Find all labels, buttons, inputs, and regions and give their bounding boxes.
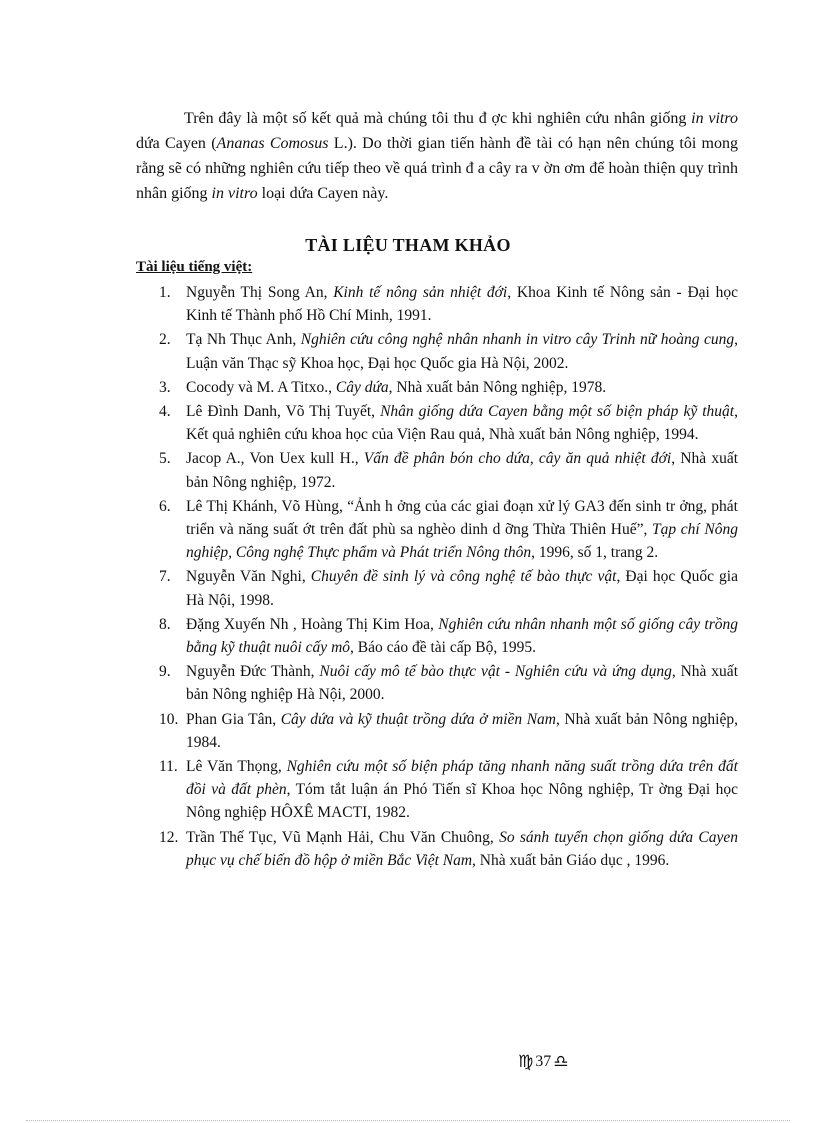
intro-text — [136, 106, 738, 206]
reference-details: , 1996, số 1, trang 2. — [531, 544, 659, 562]
reference-number: 5. — [159, 450, 171, 468]
reference-title: Vấn đề phân bón cho dứa, cây ăn quả nhiệt đới — [363, 450, 672, 468]
reference-item — [136, 826, 738, 872]
reference-authors: Lê Văn Thọng, — [186, 758, 287, 776]
reference-title: Kinh tế nông sản nhiệt đới — [333, 284, 508, 301]
reference-details: , Khoa Kinh tế Nông sản - Đại học Kinh tế Thành phố Hồ Chí Minh, 1991. — [186, 284, 739, 325]
intro-text-part: dứa Cayen ( — [136, 135, 217, 152]
reference-title: Nghiên cứu một số biện pháp tăng nhanh năng suất trồng dứa trên đất đồi và đất phèn — [186, 758, 738, 799]
reference-details: , Nhà xuất bản Nông nghiệp, 1972. — [186, 450, 738, 491]
reference-details: , Kết quả nghiên cứu khoa học của Viện Rau quả, Nhà xuất bản Nông nghiệp, 1994. — [186, 403, 738, 444]
reference-item — [136, 495, 738, 565]
reference-details: , Đại học Quốc gia Hà Nội, 1998. — [186, 568, 738, 609]
reference-details: , Báo cáo đề tài cấp Bộ, 1995. — [350, 639, 536, 657]
intro-italic-in-vitro: in vitro — [211, 185, 258, 202]
intro-paragraph — [136, 106, 738, 206]
reference-item — [136, 660, 738, 706]
intro-text-part: loại dứa Cayen này. — [257, 185, 389, 202]
page-footer — [518, 1052, 569, 1072]
reference-authors: Nguyễn Thị Song An, — [186, 284, 334, 301]
reference-details: , Nhà xuất bản Nông nghiệp, 1978. — [388, 378, 607, 396]
reference-title: Nuôi cấy mô tế bào thực vật - Nghiên cứu và ứng dụng — [319, 663, 672, 681]
reference-title: Cây dứa — [335, 378, 389, 396]
reference-item — [136, 447, 738, 493]
page-number: 37 — [535, 1053, 552, 1070]
reference-number: 2. — [159, 331, 171, 349]
reference-details: , Tóm tắt luận án Phó Tiến sĩ Khoa học Nông nghiệp, Tr ờng Đại học Nông nghiệp HÔXÊ MACTI, 1982. — [186, 781, 739, 822]
virgo-symbol-icon: ♍ — [518, 1052, 534, 1072]
reference-title: Tạp chí Nông nghiệp, Công nghệ Thực phẩm và Phát triển Nông thôn — [186, 521, 738, 562]
reference-authors: Phan Gia Tân, — [186, 710, 281, 728]
reference-authors: Cocody và M. A Titxo., — [186, 378, 336, 396]
reference-authors: Đặng Xuyến Nh , Hoàng Thị Kim Hoa, — [186, 615, 439, 633]
reference-number: 10. — [159, 710, 179, 728]
reference-authors: Trần Thế Tục, Vũ Mạnh Hải, Chu Văn Chuông, — [186, 828, 500, 846]
reference-item — [136, 613, 738, 659]
reference-details: , Nhà xuất bản Giáo dục , 1996. — [472, 851, 670, 869]
page-bottom-border — [26, 1120, 790, 1121]
reference-authors: Jacop A., Von Uex kull H., — [186, 450, 364, 468]
reference-number: 7. — [159, 568, 171, 586]
reference-details: , Nhà xuất bản Nông nghiệp, 1984. — [186, 710, 738, 751]
reference-item — [136, 281, 738, 327]
reference-authors: Lê Thị Khánh, Võ Hùng, “Ảnh h ởng của các giai đoạn xử lý GA3 đến sinh tr ởng, phát triển và năng suất ớt trên đất phù sa nghèo dinh d ỡng Thừa Thiên Huế”, — [186, 497, 738, 539]
references-title: TÀI LIỆU THAM KHẢO — [305, 235, 511, 255]
reference-item — [136, 376, 738, 399]
intro-italic-species: Ananas Comosus — [216, 135, 329, 152]
reference-item — [136, 755, 738, 825]
reference-number: 4. — [159, 403, 171, 421]
reference-title: So sánh tuyển chọn giống dứa Cayen phục vụ chế biến đồ hộp ở miền Bắc Việt Nam — [186, 828, 738, 869]
reference-item — [136, 328, 738, 374]
reference-number: 8. — [159, 615, 171, 633]
reference-authors: Nguyễn Đức Thành, — [186, 663, 320, 681]
reference-title: Nghiên cứu công nghệ nhân nhanh in vitro cây Trinh nữ hoàng cung — [300, 331, 735, 349]
reference-item — [136, 400, 738, 446]
reference-title: Nhân giống dứa Cayen bằng một số biện pháp kỹ thuật — [380, 403, 735, 421]
reference-authors: Lê Đình Danh, Võ Thị Tuyết, — [186, 403, 381, 421]
reference-title: Chuyên đề sinh lý và công nghệ tế bào thực vật — [310, 568, 617, 586]
reference-number: 9. — [159, 663, 171, 681]
reference-authors: Nguyễn Văn Nghi, — [186, 568, 311, 586]
intro-text-part: Trên đây là một số kết quả mà chúng tôi thu đ ợc khi nghiên cứu nhân giống — [184, 110, 692, 127]
reference-number: 1. — [159, 284, 171, 301]
reference-title: Nghiên cứu nhân nhanh một số giống cây trồng bằng kỹ thuật nuôi cấy mô — [186, 615, 738, 657]
reference-number: 3. — [159, 378, 171, 396]
reference-details: , Luận văn Thạc sỹ Khoa học, Đại học Quốc gia Hà Nội, 2002. — [186, 331, 738, 372]
intro-italic-in-vitro: in vitro — [691, 110, 738, 127]
reference-number: 6. — [159, 497, 171, 515]
reference-authors: Tạ Nh Thục Anh, — [186, 331, 301, 349]
reference-details: , Nhà xuất bản Nông nghiệp Hà Nội, 2000. — [186, 663, 738, 704]
intro-text-part: L.). Do thời gian tiến hành đề tài có hạn nên chúng tôi mong rằng sẽ có những nghiên cứu tiếp theo về quá trình đ a cây ra v ờn ơm để hoàn thiện quy trình nhân giống — [136, 135, 738, 202]
reference-title: Cây dứa và kỹ thuật trồng dứa ở miền Nam — [280, 710, 556, 728]
reference-number: 11. — [159, 758, 178, 776]
reference-item — [136, 565, 738, 611]
reference-item — [136, 708, 738, 754]
libra-symbol-icon: ♎ — [553, 1052, 569, 1072]
reference-number: 12. — [159, 828, 179, 846]
section-label: Tài liệu tiếng việt: — [136, 259, 253, 275]
reference-list — [136, 281, 738, 873]
